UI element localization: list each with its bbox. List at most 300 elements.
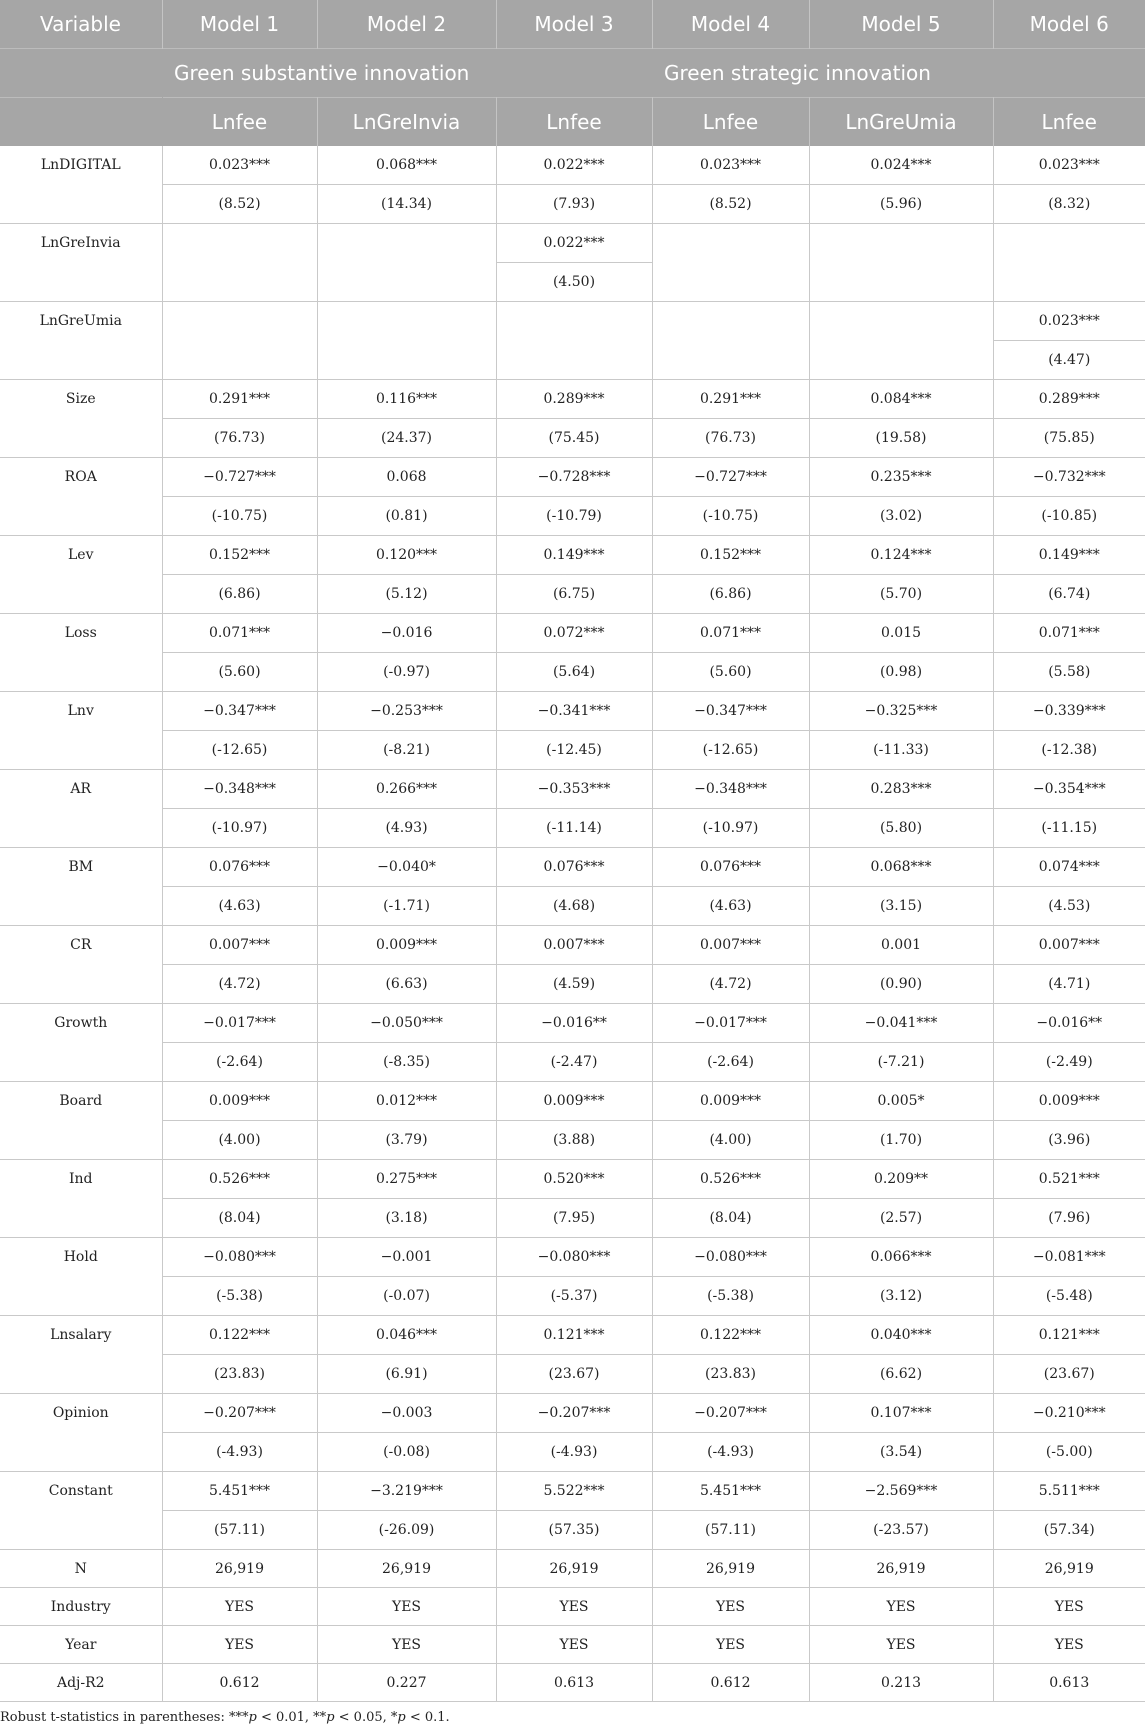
tstat-cell [809, 341, 993, 380]
coefficient-cell: −0.003 [317, 1394, 496, 1433]
tstat-cell [162, 341, 317, 380]
tstat-row [0, 575, 1145, 614]
note-mid: < 0.01, ** [256, 1710, 327, 1725]
tstat-cell: (4.59) [496, 965, 652, 1004]
tstat-cell: (4.63) [162, 887, 317, 926]
coef-row [0, 614, 1145, 653]
tstat-cell: (6.74) [993, 575, 1145, 614]
summary-cell: 26,919 [993, 1550, 1145, 1588]
coefficient-cell: −0.347*** [162, 692, 317, 731]
coefficient-cell [162, 224, 317, 263]
variable-name: Lnsalary [0, 1316, 162, 1394]
note-p: p [326, 1710, 335, 1725]
tstat-cell: (0.90) [809, 965, 993, 1004]
coefficient-cell: 0.072*** [496, 614, 652, 653]
header-row-models [0, 0, 1145, 49]
summary-cell: YES [652, 1588, 809, 1626]
coefficient-cell: 0.275*** [317, 1160, 496, 1199]
coefficient-cell: −0.001 [317, 1238, 496, 1277]
summary-label: N [0, 1550, 162, 1588]
tstat-cell: (0.98) [809, 653, 993, 692]
tstat-cell: (6.86) [162, 575, 317, 614]
coefficient-cell: 0.009*** [496, 1082, 652, 1121]
tstat-cell: (76.73) [162, 419, 317, 458]
tstat-cell: (-12.65) [652, 731, 809, 770]
tstat-row [0, 341, 1145, 380]
coefficient-cell: −0.347*** [652, 692, 809, 731]
tstat-row [0, 185, 1145, 224]
tstat-cell: (23.67) [993, 1355, 1145, 1394]
coefficient-cell: −0.727*** [652, 458, 809, 497]
coefficient-cell: 0.024*** [809, 146, 993, 185]
coefficient-cell: 0.076*** [162, 848, 317, 887]
tstat-cell: (4.72) [162, 965, 317, 1004]
coef-row [0, 1238, 1145, 1277]
tstat-cell: (-4.93) [162, 1433, 317, 1472]
tstat-cell [993, 263, 1145, 302]
variable-name: Lev [0, 536, 162, 614]
header-model-5: Model 5 [809, 0, 993, 49]
tstat-cell: (4.93) [317, 809, 496, 848]
variable-name: Loss [0, 614, 162, 692]
variable-name: Board [0, 1082, 162, 1160]
tstat-cell: (5.60) [162, 653, 317, 692]
tstat-cell: (-8.21) [317, 731, 496, 770]
coefficient-cell: 0.005* [809, 1082, 993, 1121]
summary-row [0, 1550, 1145, 1588]
tstat-cell: (23.67) [496, 1355, 652, 1394]
coefficient-cell: −0.016** [496, 1004, 652, 1043]
tstat-cell: (-10.75) [162, 497, 317, 536]
table-note [0, 1710, 1145, 1725]
coefficient-cell: 0.068*** [809, 848, 993, 887]
tstat-cell: (-11.14) [496, 809, 652, 848]
summary-cell: YES [496, 1626, 652, 1664]
tstat-cell: (4.68) [496, 887, 652, 926]
summary-row [0, 1664, 1145, 1702]
header-group-substantive: Green substantive innovation [162, 49, 652, 98]
header-model-4: Model 4 [652, 0, 809, 49]
tstat-cell: (-7.21) [809, 1043, 993, 1082]
tstat-cell: (-5.48) [993, 1277, 1145, 1316]
tstat-cell: (4.53) [993, 887, 1145, 926]
coefficient-cell: −0.253*** [317, 692, 496, 731]
coef-row [0, 1472, 1145, 1511]
note-mid: < 0.05, * [334, 1710, 398, 1725]
tstat-cell: (-10.97) [162, 809, 317, 848]
tstat-cell: (24.37) [317, 419, 496, 458]
tstat-cell: (-2.49) [993, 1043, 1145, 1082]
tstat-cell: (7.95) [496, 1199, 652, 1238]
tstat-cell: (4.71) [993, 965, 1145, 1004]
summary-cell: 26,919 [162, 1550, 317, 1588]
coefficient-cell: −0.207*** [496, 1394, 652, 1433]
tstat-cell: (5.60) [652, 653, 809, 692]
coefficient-cell: 0.007*** [496, 926, 652, 965]
header-model-1: Model 1 [162, 0, 317, 49]
tstat-cell: (3.54) [809, 1433, 993, 1472]
tstat-cell: (3.88) [496, 1121, 652, 1160]
coefficient-cell: 0.291*** [652, 380, 809, 419]
table-header [0, 0, 1145, 146]
tstat-cell: (-10.97) [652, 809, 809, 848]
coef-row [0, 380, 1145, 419]
header-blank [0, 98, 162, 147]
coefficient-cell [496, 302, 652, 341]
coef-row [0, 1160, 1145, 1199]
tstat-cell: (-1.71) [317, 887, 496, 926]
tstat-cell: (23.83) [162, 1355, 317, 1394]
tstat-cell: (-4.93) [652, 1433, 809, 1472]
coefficient-cell: 0.007*** [162, 926, 317, 965]
coefficient-cell: 0.023*** [652, 146, 809, 185]
summary-row [0, 1588, 1145, 1626]
coefficient-cell: −0.210*** [993, 1394, 1145, 1433]
coefficient-cell: 0.152*** [652, 536, 809, 575]
tstat-cell: (4.00) [652, 1121, 809, 1160]
coefficient-cell: 0.121*** [993, 1316, 1145, 1355]
coefficient-cell: 0.526*** [652, 1160, 809, 1199]
coefficient-cell: 0.116*** [317, 380, 496, 419]
tstat-cell: (-11.33) [809, 731, 993, 770]
tstat-cell: (1.70) [809, 1121, 993, 1160]
coef-row [0, 1394, 1145, 1433]
tstat-cell: (14.34) [317, 185, 496, 224]
header-group-strategic: Green strategic innovation [652, 49, 1145, 98]
coefficient-cell [652, 302, 809, 341]
summary-cell: YES [317, 1626, 496, 1664]
summary-row [0, 1626, 1145, 1664]
tstat-cell [652, 341, 809, 380]
tstat-cell: (4.63) [652, 887, 809, 926]
coefficient-cell [162, 302, 317, 341]
coefficient-cell: 0.122*** [652, 1316, 809, 1355]
coefficient-cell: −0.728*** [496, 458, 652, 497]
variable-name: Ind [0, 1160, 162, 1238]
summary-cell: 0.612 [162, 1664, 317, 1702]
coefficient-cell: −0.325*** [809, 692, 993, 731]
tstat-cell: (0.81) [317, 497, 496, 536]
tstat-row [0, 731, 1145, 770]
coefficient-cell: 0.120*** [317, 536, 496, 575]
header-dependent: LnGreInvia [317, 98, 496, 147]
tstat-cell: (-10.85) [993, 497, 1145, 536]
tstat-cell: (-4.93) [496, 1433, 652, 1472]
variable-name: LnGreInvia [0, 224, 162, 302]
tstat-cell: (7.96) [993, 1199, 1145, 1238]
summary-label: Adj-R2 [0, 1664, 162, 1702]
variable-name: LnDIGITAL [0, 146, 162, 224]
tstat-row [0, 965, 1145, 1004]
coefficient-cell: 0.084*** [809, 380, 993, 419]
tstat-cell: (19.58) [809, 419, 993, 458]
coefficient-cell: 0.291*** [162, 380, 317, 419]
header-dependent: LnGreUmia [809, 98, 993, 147]
note-suffix: < 0.1. [405, 1710, 450, 1725]
header-dependent: Lnfee [993, 98, 1145, 147]
tstat-cell [652, 263, 809, 302]
tstat-cell: (8.52) [652, 185, 809, 224]
tstat-cell: (76.73) [652, 419, 809, 458]
tstat-cell: (-5.38) [162, 1277, 317, 1316]
coefficient-cell: −0.341*** [496, 692, 652, 731]
summary-cell: YES [993, 1588, 1145, 1626]
coefficient-cell: −0.050*** [317, 1004, 496, 1043]
tstat-cell: (-2.47) [496, 1043, 652, 1082]
coefficient-cell: 0.007*** [652, 926, 809, 965]
variable-name: AR [0, 770, 162, 848]
coefficient-cell: 0.235*** [809, 458, 993, 497]
tstat-cell: (-23.57) [809, 1511, 993, 1550]
tstat-cell: (75.85) [993, 419, 1145, 458]
coefficient-cell: 0.012*** [317, 1082, 496, 1121]
coefficient-cell: −0.017*** [162, 1004, 317, 1043]
variable-name: Opinion [0, 1394, 162, 1472]
tstat-cell: (5.70) [809, 575, 993, 614]
coefficient-cell: 0.001 [809, 926, 993, 965]
variable-name: Hold [0, 1238, 162, 1316]
coefficient-cell: −0.354*** [993, 770, 1145, 809]
tstat-row [0, 1277, 1145, 1316]
coefficient-cell: 0.289*** [993, 380, 1145, 419]
coefficient-cell: 0.076*** [652, 848, 809, 887]
tstat-row [0, 1121, 1145, 1160]
tstat-cell: (5.80) [809, 809, 993, 848]
coefficient-cell: 0.015 [809, 614, 993, 653]
coef-row [0, 770, 1145, 809]
tstat-cell: (8.52) [162, 185, 317, 224]
coef-row [0, 1004, 1145, 1043]
coefficient-cell: 0.066*** [809, 1238, 993, 1277]
coefficient-cell: −2.569*** [809, 1472, 993, 1511]
coefficient-cell: −0.348*** [162, 770, 317, 809]
tstat-cell: (-8.35) [317, 1043, 496, 1082]
tstat-cell: (4.00) [162, 1121, 317, 1160]
tstat-cell [317, 341, 496, 380]
tstat-row [0, 419, 1145, 458]
coefficient-cell: 0.068*** [317, 146, 496, 185]
summary-cell: 0.612 [652, 1664, 809, 1702]
coefficient-cell: −0.041*** [809, 1004, 993, 1043]
coefficient-cell: 0.152*** [162, 536, 317, 575]
coef-row [0, 848, 1145, 887]
coef-row [0, 302, 1145, 341]
coefficient-cell: 0.009*** [317, 926, 496, 965]
tstat-cell: (5.96) [809, 185, 993, 224]
tstat-cell: (-5.37) [496, 1277, 652, 1316]
summary-label: Industry [0, 1588, 162, 1626]
tstat-cell: (-12.45) [496, 731, 652, 770]
coefficient-cell: 0.521*** [993, 1160, 1145, 1199]
variable-name: BM [0, 848, 162, 926]
tstat-cell: (75.45) [496, 419, 652, 458]
header-blank [0, 49, 162, 98]
coefficient-cell: −0.080*** [652, 1238, 809, 1277]
tstat-cell: (-26.09) [317, 1511, 496, 1550]
coef-row [0, 1082, 1145, 1121]
variable-name: CR [0, 926, 162, 1004]
tstat-cell: (5.64) [496, 653, 652, 692]
summary-cell: YES [809, 1626, 993, 1664]
header-row-dependents [0, 98, 1145, 147]
tstat-cell: (-5.38) [652, 1277, 809, 1316]
tstat-cell: (4.47) [993, 341, 1145, 380]
tstat-cell: (3.12) [809, 1277, 993, 1316]
coefficient-cell [652, 224, 809, 263]
summary-cell: 26,919 [317, 1550, 496, 1588]
tstat-row [0, 497, 1145, 536]
coefficient-cell: 0.526*** [162, 1160, 317, 1199]
coef-row [0, 224, 1145, 263]
summary-cell: 0.227 [317, 1664, 496, 1702]
tstat-cell: (57.35) [496, 1511, 652, 1550]
coef-row [0, 692, 1145, 731]
summary-cell: 0.613 [993, 1664, 1145, 1702]
coefficient-cell: 0.283*** [809, 770, 993, 809]
tstat-row [0, 1355, 1145, 1394]
summary-cell: 0.613 [496, 1664, 652, 1702]
tstat-cell: (-2.64) [162, 1043, 317, 1082]
coefficient-cell: −0.080*** [162, 1238, 317, 1277]
coefficient-cell: −0.040* [317, 848, 496, 887]
tstat-cell: (-12.38) [993, 731, 1145, 770]
tstat-cell: (6.86) [652, 575, 809, 614]
summary-cell: YES [652, 1626, 809, 1664]
tstat-cell: (5.58) [993, 653, 1145, 692]
coefficient-cell: 0.007*** [993, 926, 1145, 965]
tstat-cell: (3.02) [809, 497, 993, 536]
coef-row [0, 1316, 1145, 1355]
variable-name: Constant [0, 1472, 162, 1550]
coefficient-cell: 0.009*** [993, 1082, 1145, 1121]
summary-cell: YES [162, 1588, 317, 1626]
coef-row [0, 146, 1145, 185]
note-prefix: Robust t-statistics in parentheses: *** [0, 1710, 249, 1725]
summary-cell: YES [809, 1588, 993, 1626]
tstat-cell: (7.93) [496, 185, 652, 224]
tstat-cell: (8.04) [162, 1199, 317, 1238]
coefficient-cell: 0.121*** [496, 1316, 652, 1355]
coefficient-cell: −0.207*** [162, 1394, 317, 1433]
summary-cell: 26,919 [809, 1550, 993, 1588]
coefficient-cell: 0.074*** [993, 848, 1145, 887]
coefficient-cell: 0.149*** [496, 536, 652, 575]
tstat-cell: (4.50) [496, 263, 652, 302]
coefficient-cell [317, 302, 496, 341]
coefficient-cell: 5.451*** [652, 1472, 809, 1511]
tstat-cell: (-5.00) [993, 1433, 1145, 1472]
summary-cell: YES [496, 1588, 652, 1626]
coefficient-cell: 0.107*** [809, 1394, 993, 1433]
summary-label: Year [0, 1626, 162, 1664]
summary-cell: 0.213 [809, 1664, 993, 1702]
coefficient-cell: −0.727*** [162, 458, 317, 497]
coefficient-cell: 0.071*** [162, 614, 317, 653]
tstat-cell [317, 263, 496, 302]
tstat-cell: (-2.64) [652, 1043, 809, 1082]
tstat-cell: (4.72) [652, 965, 809, 1004]
tstat-cell: (-10.79) [496, 497, 652, 536]
coefficient-cell: 0.009*** [652, 1082, 809, 1121]
coefficient-cell: −0.081*** [993, 1238, 1145, 1277]
coefficient-cell: 0.022*** [496, 224, 652, 263]
tstat-cell: (6.62) [809, 1355, 993, 1394]
variable-name: LnGreUmia [0, 302, 162, 380]
tstat-cell [809, 263, 993, 302]
summary-cell: YES [162, 1626, 317, 1664]
summary-cell: YES [317, 1588, 496, 1626]
tstat-cell: (-0.97) [317, 653, 496, 692]
coefficient-cell: −0.080*** [496, 1238, 652, 1277]
tstat-cell: (-10.75) [652, 497, 809, 536]
tstat-cell: (23.83) [652, 1355, 809, 1394]
coef-row [0, 536, 1145, 575]
summary-cell: 26,919 [652, 1550, 809, 1588]
tstat-cell: (-0.08) [317, 1433, 496, 1472]
coefficient-cell: −0.016 [317, 614, 496, 653]
coef-row [0, 926, 1145, 965]
tstat-cell: (-11.15) [993, 809, 1145, 848]
tstat-cell: (8.04) [652, 1199, 809, 1238]
variable-name: Size [0, 380, 162, 458]
tstat-row [0, 1511, 1145, 1550]
tstat-cell: (6.75) [496, 575, 652, 614]
variable-name: Lnv [0, 692, 162, 770]
header-row-groups [0, 49, 1145, 98]
tstat-cell [496, 341, 652, 380]
coefficient-cell [993, 224, 1145, 263]
coefficient-cell: 5.511*** [993, 1472, 1145, 1511]
header-model-3: Model 3 [496, 0, 652, 49]
header-model-6: Model 6 [993, 0, 1145, 49]
coefficient-cell: 0.209** [809, 1160, 993, 1199]
coefficient-cell: −3.219*** [317, 1472, 496, 1511]
coefficient-cell: −0.017*** [652, 1004, 809, 1043]
variable-name: Growth [0, 1004, 162, 1082]
tstat-row [0, 1043, 1145, 1082]
coefficient-cell: −0.207*** [652, 1394, 809, 1433]
tstat-cell: (6.63) [317, 965, 496, 1004]
coef-row [0, 458, 1145, 497]
coefficient-cell: 0.124*** [809, 536, 993, 575]
tstat-cell: (2.57) [809, 1199, 993, 1238]
coefficient-cell: 0.266*** [317, 770, 496, 809]
tstat-cell: (-12.65) [162, 731, 317, 770]
coefficient-cell: 5.451*** [162, 1472, 317, 1511]
coefficient-cell: 0.023*** [162, 146, 317, 185]
tstat-cell [162, 263, 317, 302]
header-dependent: Lnfee [162, 98, 317, 147]
coefficient-cell: 0.009*** [162, 1082, 317, 1121]
header-model-2: Model 2 [317, 0, 496, 49]
tstat-cell: (57.11) [162, 1511, 317, 1550]
note-p: p [248, 1710, 257, 1725]
coefficient-cell [809, 302, 993, 341]
coefficient-cell: 0.122*** [162, 1316, 317, 1355]
coefficient-cell: 0.149*** [993, 536, 1145, 575]
coefficient-cell: 0.023*** [993, 302, 1145, 341]
tstat-row [0, 887, 1145, 926]
table-body [0, 146, 1145, 1702]
tstat-row [0, 1199, 1145, 1238]
tstat-row [0, 263, 1145, 302]
coefficient-cell: 0.071*** [652, 614, 809, 653]
coefficient-cell: −0.016** [993, 1004, 1145, 1043]
tstat-row [0, 809, 1145, 848]
tstat-row [0, 1433, 1145, 1472]
tstat-cell: (57.11) [652, 1511, 809, 1550]
tstat-cell: (3.15) [809, 887, 993, 926]
